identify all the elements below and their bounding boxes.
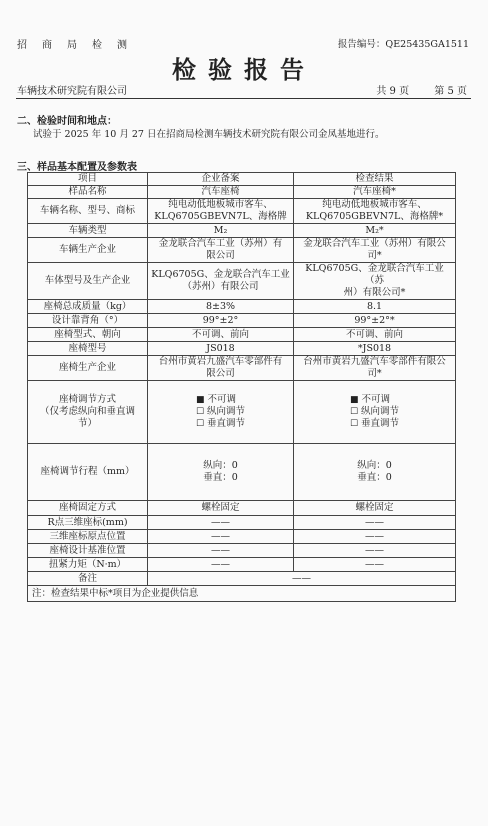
column-header: 项目 <box>28 173 148 186</box>
row-filing <box>148 342 294 356</box>
adjust-item-line: （仅考虑纵向和垂直调 <box>39 406 135 417</box>
row-result <box>294 199 456 224</box>
row-result-line: 州）有限公司* <box>343 287 406 298</box>
row-filing <box>148 356 294 381</box>
remark-value: —— <box>148 572 456 586</box>
section2-text: 试验于 2025 年 10 月 27 日在招商局检测车辆技术研究院有限公司金凤基地进行。 <box>33 129 385 140</box>
row-result <box>294 328 456 342</box>
row-filing <box>148 199 294 224</box>
adjust-option <box>196 418 245 430</box>
row-result: —— <box>294 516 456 530</box>
row-filing-line: 不可调、前向 <box>191 328 249 340</box>
table-row <box>28 516 456 530</box>
row-item: 车辆名称、型号、商标 <box>28 199 148 224</box>
row-filing-line: KLQ6705G、金龙联合汽车工业 <box>151 269 290 280</box>
row-result <box>294 263 456 300</box>
row-filing: 螺栓固定 <box>148 501 294 516</box>
travel-item: 座椅调节行程（mm） <box>28 444 148 501</box>
travel-filing-line: 垂直：0 <box>203 472 238 483</box>
row-filing-line: 限公司 <box>206 250 235 261</box>
row-result-line: 金龙联合汽车工业（苏州）有限公 <box>303 238 446 249</box>
travel-result <box>294 444 456 501</box>
row-filing: —— <box>148 544 294 558</box>
row-result-line: 汽车座椅* <box>353 186 396 197</box>
row-filing <box>148 238 294 263</box>
adjust-options <box>196 394 245 430</box>
report-number: 报告编号：QE25435GA1511 <box>337 39 469 50</box>
total-pages: 共 9 页 <box>376 86 410 97</box>
row-result <box>294 224 456 238</box>
row-filing-line: M₂ <box>213 224 228 236</box>
row-item: 座椅生产企业 <box>28 356 148 381</box>
unchecked-box-icon: ☐ <box>349 419 359 429</box>
row-result <box>294 238 456 263</box>
row-result: 螺栓固定 <box>294 501 456 516</box>
note-row <box>28 586 456 602</box>
table-row <box>28 199 456 224</box>
table-row <box>28 328 456 342</box>
row-item: 座椅总成质量（kg） <box>28 300 148 314</box>
travel-result-line: 纵向：0 <box>357 460 392 471</box>
table-row <box>28 544 456 558</box>
row-result-line: 8.1 <box>366 300 383 312</box>
table-row <box>28 342 456 356</box>
company-name: 车辆技术研究院有限公司 <box>17 86 127 97</box>
row-result-line: 不可调、前向 <box>345 328 403 340</box>
page-info <box>354 82 467 97</box>
row-filing <box>148 224 294 238</box>
row-filing-line: KLQ6705GBEVN7L、海格牌 <box>154 211 287 222</box>
row-result-line: KLQ6705GBEVN7L、海格牌* <box>305 211 444 222</box>
row-filing <box>148 263 294 300</box>
row-filing: —— <box>148 558 294 572</box>
section2-heading: 二、检验时间和地点： <box>17 116 117 127</box>
row-filing <box>148 186 294 199</box>
row-filing-line: JS018 <box>206 342 235 354</box>
adjust-option-label: 垂直调节 <box>361 418 400 429</box>
row-item: 设计靠背角（°） <box>28 314 148 328</box>
row-result-line: 99°±2°* <box>354 314 395 326</box>
adjust-row <box>28 381 456 444</box>
row-item: 座椅固定方式 <box>28 501 148 516</box>
page-number: 第 5 页 <box>434 86 467 97</box>
row-result-line: 纯电动低地板城市客车、 <box>322 199 427 210</box>
column-header: 检查结果 <box>294 173 456 186</box>
row-filing-line: 汽车座椅 <box>201 186 240 197</box>
row-result-line: *JS018 <box>357 342 392 354</box>
table-row <box>28 501 456 516</box>
adjust-option-label: 纵向调节 <box>207 406 246 417</box>
column-header: 企业备案 <box>148 173 294 186</box>
row-item: 样品名称 <box>28 186 148 199</box>
table-row <box>28 263 456 300</box>
row-filing <box>148 314 294 328</box>
row-filing-line: 金龙联合汽车工业（苏州）有 <box>158 238 283 249</box>
row-item: 座椅型式、朝向 <box>28 328 148 342</box>
row-filing: —— <box>148 530 294 544</box>
row-filing-line: 8±3% <box>205 300 236 312</box>
travel-filing <box>148 444 294 501</box>
row-item: 座椅设计基准位置 <box>28 544 148 558</box>
adjust-option-label: 纵向调节 <box>361 406 400 417</box>
adjust-option <box>196 394 245 406</box>
row-result-line: 台州市黄岩九盛汽车零部件有限公 <box>303 356 446 367</box>
table-row <box>28 530 456 544</box>
table-row <box>28 238 456 263</box>
row-filing <box>148 328 294 342</box>
unchecked-box-icon: ☐ <box>195 419 205 429</box>
row-filing <box>148 300 294 314</box>
remark-label: 备注 <box>28 572 148 586</box>
adjust-option-label: 不可调 <box>361 394 390 405</box>
adjust-item-line: 节） <box>77 418 97 429</box>
row-item: 座椅型号 <box>28 342 148 356</box>
table-header-row <box>28 173 456 186</box>
row-filing-line: （苏州）有限公司 <box>182 281 259 292</box>
adjust-option <box>196 406 245 418</box>
travel-row <box>28 444 456 501</box>
row-filing-line: 限公司 <box>206 368 235 379</box>
adjust-item <box>28 381 148 444</box>
adjust-options <box>350 394 399 430</box>
checked-box-icon: ■ <box>349 395 359 405</box>
spec-table <box>27 172 456 602</box>
row-result: —— <box>294 530 456 544</box>
row-item: 车辆类型 <box>28 224 148 238</box>
adjust-option-label: 垂直调节 <box>207 418 246 429</box>
row-result: —— <box>294 558 456 572</box>
row-result-line: M₂* <box>365 224 384 236</box>
row-item: 扭紧力矩（N·m） <box>28 558 148 572</box>
row-result-line: 司* <box>367 368 382 379</box>
table-row <box>28 300 456 314</box>
row-filing-line: 纯电动低地板城市客车、 <box>168 199 273 210</box>
remark-row <box>28 572 456 586</box>
unchecked-box-icon: ☐ <box>195 407 205 417</box>
row-result <box>294 300 456 314</box>
row-result: —— <box>294 544 456 558</box>
adjust-option <box>350 394 399 406</box>
travel-filing-line: 纵向：0 <box>203 460 238 471</box>
adjust-item-line: 座椅调节方式 <box>58 394 116 405</box>
org-name: 招商局检测 <box>17 40 142 51</box>
table-row <box>28 558 456 572</box>
adjust-option <box>350 418 399 430</box>
report-title: 检验报告 <box>172 55 316 84</box>
adjust-filing <box>148 381 294 444</box>
header-rule <box>16 98 471 99</box>
row-result-line: KLQ6705G、金龙联合汽车工业（苏 <box>305 263 444 286</box>
table-row <box>28 356 456 381</box>
unchecked-box-icon: ☐ <box>349 407 359 417</box>
adjust-option-label: 不可调 <box>207 394 236 405</box>
table-row <box>28 224 456 238</box>
row-result <box>294 356 456 381</box>
table-row <box>28 314 456 328</box>
row-result <box>294 314 456 328</box>
adjust-result <box>294 381 456 444</box>
row-item: R点三维座标(mm) <box>28 516 148 530</box>
row-result <box>294 186 456 199</box>
row-item: 车体型号及生产企业 <box>28 263 148 300</box>
row-result-line: 司* <box>367 250 382 261</box>
row-filing: —— <box>148 516 294 530</box>
row-filing-line: 台州市黄岩九盛汽车零部件有 <box>158 356 283 367</box>
row-filing-line: 99°±2° <box>202 314 239 326</box>
row-item: 三维座标原点位置 <box>28 530 148 544</box>
checked-box-icon: ■ <box>195 395 205 405</box>
table-note: 注：检查结果中标*项目为企业提供信息 <box>28 586 456 602</box>
row-result <box>294 342 456 356</box>
table-row <box>28 186 456 199</box>
row-item: 车辆生产企业 <box>28 238 148 263</box>
travel-result-line: 垂直：0 <box>357 472 392 483</box>
section3-heading: 三、样品基本配置及参数表 <box>17 162 137 173</box>
adjust-option <box>350 406 399 418</box>
